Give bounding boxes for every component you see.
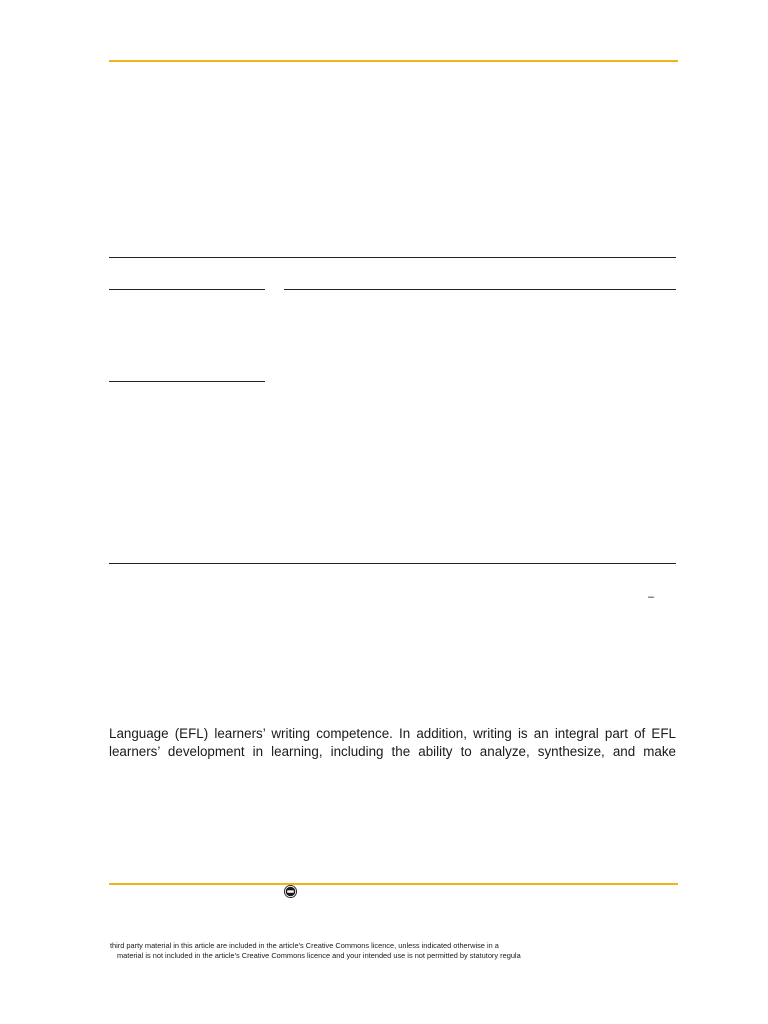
footer-license-line-1: third party material in this article are included in the article’s Creative Commons licence, unless indicated otherwise in a [110, 941, 499, 950]
body-text-line-1: Language (EFL) learners’ writing competence. In addition, writing is an integral part of EFL [109, 726, 676, 741]
keywords-rule [109, 381, 265, 382]
stray-dash: – [648, 591, 655, 603]
abstract-rule [284, 289, 676, 290]
article-info-top-rule [109, 257, 676, 258]
footer-accent-rule [109, 883, 678, 885]
creative-commons-by-icon [284, 885, 297, 898]
footer-license-line-2: material is not included in the article’s Creative Commons licence and your intended use is not permitted by statutory regula [117, 951, 521, 960]
header-accent-rule [109, 60, 678, 62]
article-info-bottom-rule [109, 563, 676, 564]
body-text-line-2: learners’ development in learning, including the ability to analyze, synthesize, and make [109, 744, 676, 759]
article-info-left-rule [109, 289, 265, 290]
